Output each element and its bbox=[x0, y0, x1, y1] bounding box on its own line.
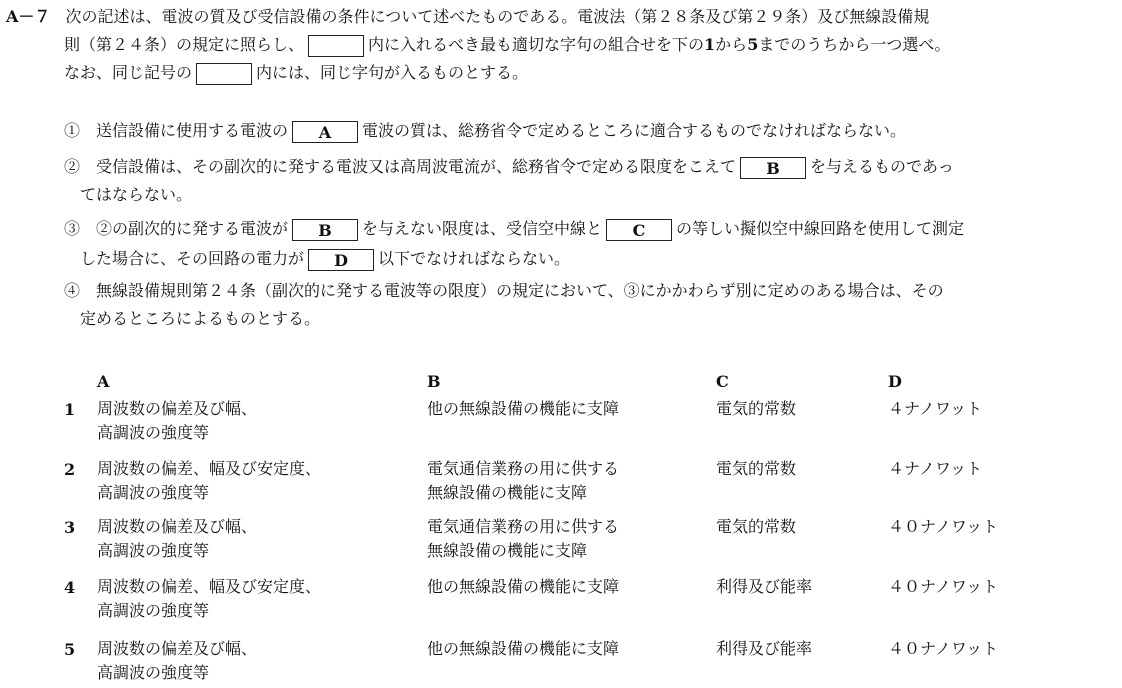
cell-a-line1: 周波数の偏差及び幅、 bbox=[97, 517, 258, 536]
cell-a-line1: 周波数の偏差及び幅、 bbox=[97, 639, 258, 658]
blank-box-a: A bbox=[292, 121, 358, 143]
cell-a-line2: 高調波の強度等 bbox=[97, 423, 210, 442]
intro-text-3a: なお、同じ記号の bbox=[64, 63, 193, 82]
cell-a-line1: 周波数の偏差及び幅、 bbox=[97, 399, 258, 418]
cell-a-line2: 高調波の強度等 bbox=[97, 601, 210, 620]
question-line-2 bbox=[64, 34, 950, 57]
statement-4-text-a: ④ 無線設備規則第２４条（副次的に発する電波等の限度）の規定において、③にかかわらず別に定めのある場合は、その bbox=[64, 281, 944, 300]
statement-1-text-b: 電波の質は、総務省令で定めるところに適合するものでなければならない。 bbox=[362, 121, 907, 140]
cell-b-line1: 他の無線設備の機能に支障 bbox=[427, 399, 620, 418]
statement-1-text-a: ① 送信設備に使用する電波の bbox=[64, 121, 289, 140]
blank-box bbox=[308, 35, 364, 57]
statement-2-text-b: を与えるものであっ bbox=[810, 157, 954, 176]
cell-c: 電気的常数 bbox=[716, 399, 797, 418]
statement-3-text-c: の等しい擬似空中線回路を使用して測定 bbox=[676, 219, 965, 238]
intro-text-3b: 内には、同じ字句が入るものとする。 bbox=[256, 63, 529, 82]
intro-text-2d: から bbox=[715, 35, 748, 54]
cell-d: ４０ナノワット bbox=[888, 517, 999, 536]
blank-box bbox=[196, 63, 252, 85]
cell-a-line1: 周波数の偏差、幅及び安定度、 bbox=[97, 577, 322, 596]
statement-3-text-d: した場合に、その回路の電力が bbox=[80, 249, 305, 268]
cell-d: ４０ナノワット bbox=[888, 639, 999, 658]
statement-3-text-b: を与えない限度は、受信空中線と bbox=[362, 219, 603, 238]
statement-4-continued bbox=[80, 308, 320, 330]
cell-d: ４ナノワット bbox=[888, 399, 983, 418]
statement-2 bbox=[64, 156, 954, 179]
cell-c: 電気的常数 bbox=[716, 517, 797, 536]
cell-d: ４ナノワット bbox=[888, 459, 983, 478]
statement-2-continued bbox=[80, 184, 192, 206]
cell-c: 電気的常数 bbox=[716, 459, 797, 478]
cell-b-line1: 他の無線設備の機能に支障 bbox=[427, 639, 620, 658]
cell-b-line1: 電気通信業務の用に供する bbox=[427, 517, 620, 536]
cell-b-line1: 電気通信業務の用に供する bbox=[427, 459, 620, 478]
intro-text-2a: 則（第２４条）の規定に照らし、 bbox=[64, 35, 305, 54]
option-number: 3 bbox=[64, 518, 76, 537]
cell-a-line2: 高調波の強度等 bbox=[97, 663, 210, 682]
statement-4-text-b: 定めるところによるものとする。 bbox=[80, 309, 321, 328]
blank-box-d: D bbox=[308, 249, 374, 271]
statement-3-text-e: 以下でなければならない。 bbox=[378, 249, 571, 268]
column-header-c: C bbox=[716, 372, 729, 391]
cell-d: ４０ナノワット bbox=[888, 577, 999, 596]
intro-text-2f: までのうちから一つ選べ。 bbox=[758, 35, 951, 54]
cell-c: 利得及び能率 bbox=[716, 577, 813, 596]
statement-3 bbox=[64, 218, 964, 241]
intro-text-2b: 内に入れるべき最も適切な字句の組合せを下の bbox=[368, 35, 705, 54]
option-number: 4 bbox=[64, 578, 76, 597]
statement-2-text-a: ② 受信設備は、その副次的に発する電波又は高周波電流が、総務省令で定める限度をこえて bbox=[64, 157, 737, 176]
statement-3-continued bbox=[80, 248, 570, 271]
blank-box-b: B bbox=[740, 157, 806, 179]
intro-text-1: 次の記述は、電波の質及び受信設備の条件について述べたものである。電波法（第２８条及び第２９条）及び無線設備規 bbox=[65, 7, 930, 26]
cell-a-line1: 周波数の偏差、幅及び安定度、 bbox=[97, 459, 322, 478]
cell-a-line2: 高調波の強度等 bbox=[97, 541, 210, 560]
column-header-a: A bbox=[97, 372, 110, 391]
column-header-b: B bbox=[427, 372, 441, 391]
statement-2-text-c: てはならない。 bbox=[80, 185, 193, 204]
blank-box-c: C bbox=[606, 219, 672, 241]
choice-end: 5 bbox=[747, 35, 759, 54]
question-line-3 bbox=[64, 62, 528, 85]
blank-box-b: B bbox=[292, 219, 358, 241]
cell-c: 利得及び能率 bbox=[716, 639, 813, 658]
statement-3-text-a: ③ ②の副次的に発する電波が bbox=[64, 219, 289, 238]
cell-b-line2: 無線設備の機能に支障 bbox=[427, 483, 588, 502]
cell-b-line1: 他の無線設備の機能に支障 bbox=[427, 577, 620, 596]
statement-1 bbox=[64, 120, 906, 143]
question-number: A－７ bbox=[6, 7, 51, 26]
cell-a-line2: 高調波の強度等 bbox=[97, 483, 210, 502]
option-number: 2 bbox=[64, 460, 76, 479]
choice-start: 1 bbox=[704, 35, 716, 54]
option-number: 1 bbox=[64, 400, 76, 419]
option-number: 5 bbox=[64, 640, 76, 659]
question-line-1 bbox=[6, 6, 929, 28]
statement-4 bbox=[64, 280, 944, 302]
cell-b-line2: 無線設備の機能に支障 bbox=[427, 541, 588, 560]
column-header-d: D bbox=[888, 372, 902, 391]
